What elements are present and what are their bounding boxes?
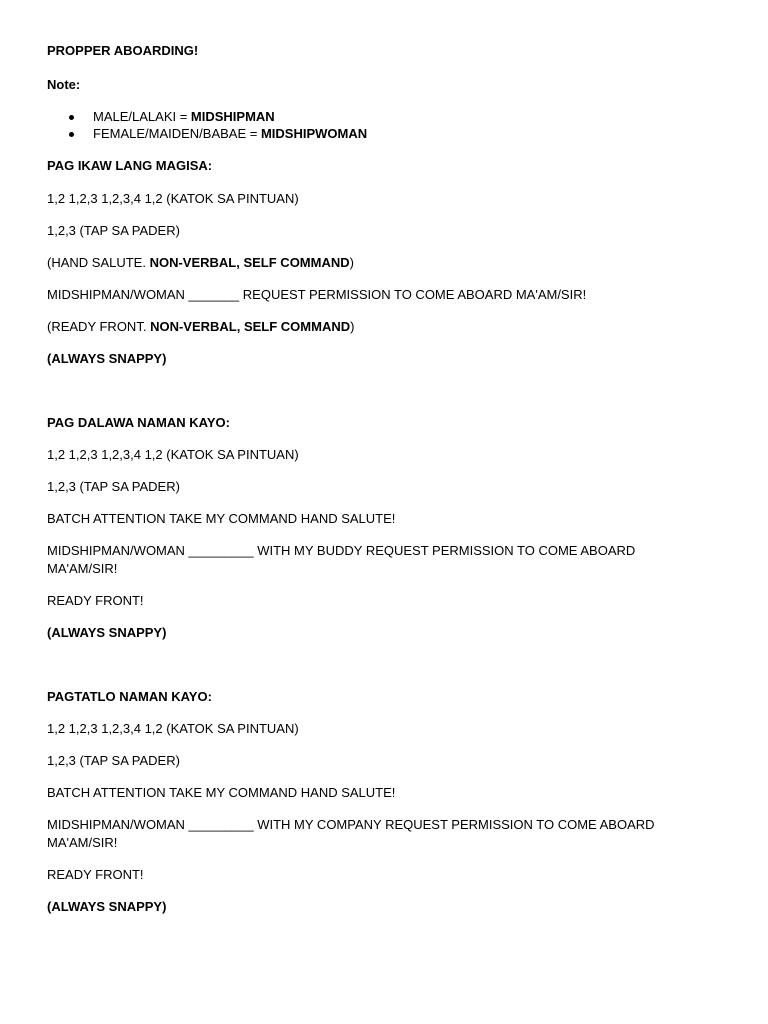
tap-line: 1,2,3 (TAP SA PADER) bbox=[47, 753, 180, 768]
section-heading: PAG DALAWA NAMAN KAYO: bbox=[47, 415, 230, 430]
request-line: MIDSHIPMAN/WOMAN _________ WITH MY COMPANY REQUEST PERMISSION TO COME ABOARD bbox=[47, 817, 655, 832]
section-heading: PAG IKAW LANG MAGISA: bbox=[47, 158, 213, 173]
document-title: PROPPER ABOARDING! bbox=[47, 43, 199, 58]
tap-line: 1,2,3 (TAP SA PADER) bbox=[47, 223, 180, 238]
reminder-line: (ALWAYS SNAPPY) bbox=[47, 351, 167, 366]
command-line: BATCH ATTENTION TAKE MY COMMAND HAND SALUTE! bbox=[47, 785, 396, 800]
note-text: MALE/LALAKI = bbox=[93, 109, 191, 124]
knock-line: 1,2 1,2,3 1,2,3,4 1,2 (KATOK SA PINTUAN) bbox=[47, 721, 299, 736]
knock-line: 1,2 1,2,3 1,2,3,4 1,2 (KATOK SA PINTUAN) bbox=[47, 191, 299, 206]
ready-front-line: READY FRONT! bbox=[47, 593, 144, 608]
command-line: BATCH ATTENTION TAKE MY COMMAND HAND SALUTE! bbox=[47, 511, 396, 526]
reminder-line: (ALWAYS SNAPPY) bbox=[47, 899, 167, 914]
bullet-icon bbox=[69, 115, 74, 120]
ready-front-line: READY FRONT! bbox=[47, 867, 144, 882]
bullet-icon bbox=[69, 132, 74, 137]
note-value: MIDSHIPWOMAN bbox=[260, 126, 368, 141]
request-line-continued: MA'AM/SIR! bbox=[47, 561, 118, 576]
request-line: MIDSHIPMAN/WOMAN _________ WITH MY BUDDY REQUEST PERMISSION TO COME ABOARD bbox=[47, 543, 636, 558]
note-label: Note: bbox=[47, 77, 81, 92]
request-line-continued: MA'AM/SIR! bbox=[47, 835, 118, 850]
request-line: MIDSHIPMAN/WOMAN _______ REQUEST PERMISSION TO COME ABOARD MA'AM/SIR! bbox=[47, 287, 587, 302]
knock-line: 1,2 1,2,3 1,2,3,4 1,2 (KATOK SA PINTUAN) bbox=[47, 447, 299, 462]
salute-line: (HAND SALUTE. NON-VERBAL, SELF COMMAND) bbox=[47, 255, 354, 270]
note-value: MIDSHIPMAN bbox=[190, 109, 275, 124]
ready-front-line: (READY FRONT. NON-VERBAL, SELF COMMAND) bbox=[47, 319, 355, 334]
reminder-line: (ALWAYS SNAPPY) bbox=[47, 625, 167, 640]
tap-line: 1,2,3 (TAP SA PADER) bbox=[47, 479, 180, 494]
note-text: FEMALE/MAIDEN/BABAE = bbox=[93, 126, 261, 141]
section-heading: PAGTATLO NAMAN KAYO: bbox=[47, 689, 212, 704]
